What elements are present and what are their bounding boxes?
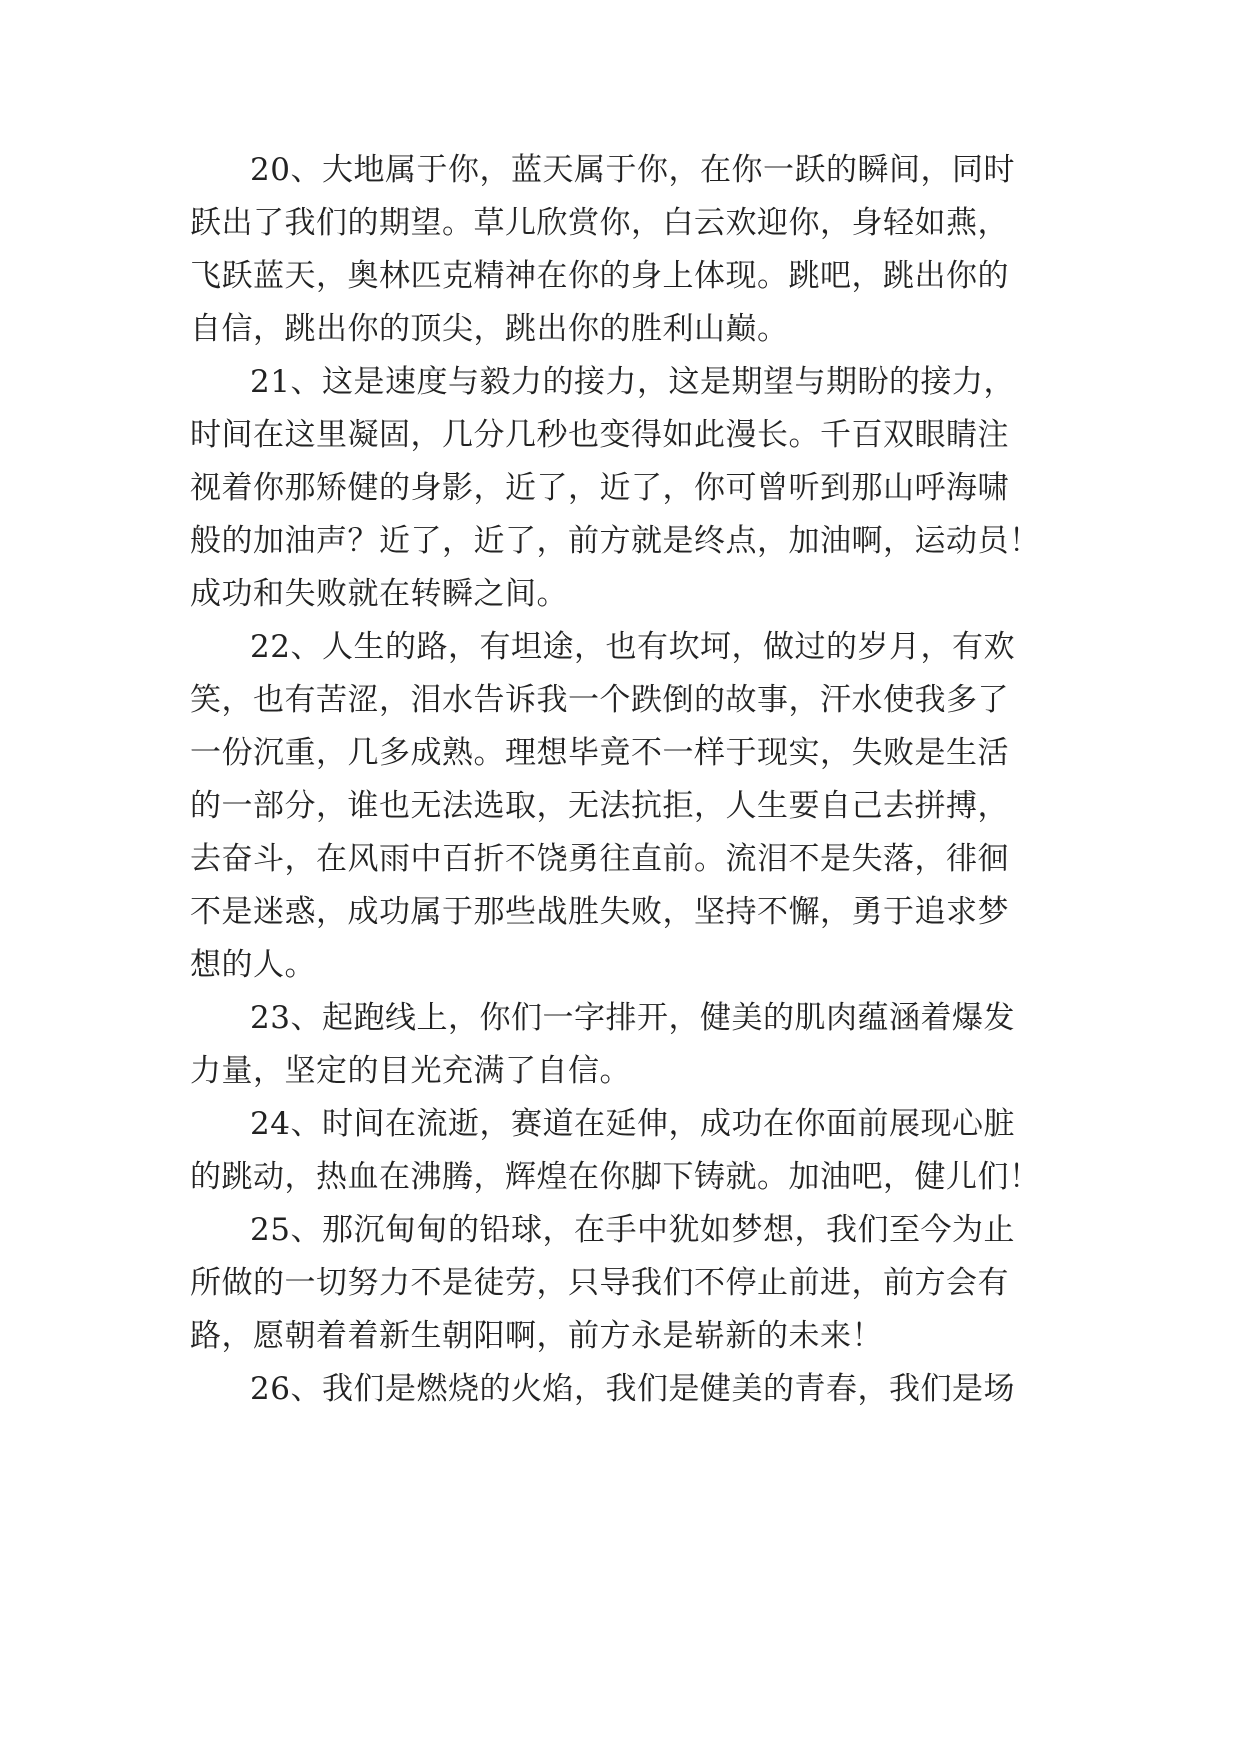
paragraph-22-line-1: 22、人生的路，有坦途，也有坎坷，做过的岁月，有欢 (250, 629, 1015, 665)
paragraph-20-line-2: 跃出了我们的期望。草儿欣赏你，白云欢迎你，身轻如燕， (190, 205, 1009, 241)
paragraph-21-line-4: 般的加油声？近了，近了，前方就是终点，加油啊，运动员！ (190, 523, 1041, 559)
paragraph-20-line-1: 20、大地属于你，蓝天属于你，在你一跃的瞬间，同时 (250, 152, 1015, 188)
paragraph-25-line-1: 25、那沉甸甸的铅球，在手中犹如梦想，我们至今为止 (250, 1212, 1015, 1248)
paragraph-22-line-7: 想的人。 (190, 947, 316, 983)
paragraph-22-line-4: 的一部分，谁也无法选取，无法抗拒，人生要自己去拼搏， (190, 788, 1009, 824)
paragraph-22-line-3: 一份沉重，几多成熟。理想毕竟不一样于现实，失败是生活 (190, 735, 1009, 771)
paragraph-22-line-6: 不是迷惑，成功属于那些战胜失败，坚持不懈，勇于追求梦 (190, 894, 1009, 930)
paragraph-21-line-2: 时间在这里凝固，几分几秒也变得如此漫长。千百双眼睛注 (190, 417, 1009, 453)
paragraph-21-line-3: 视着你那矫健的身影，近了，近了，你可曾听到那山呼海啸 (190, 470, 1009, 506)
paragraph-24-line-1: 24、时间在流逝，赛道在延伸，成功在你面前展现心脏 (250, 1106, 1015, 1142)
paragraph-22-line-5: 去奋斗，在风雨中百折不饶勇往直前。流泪不是失落，徘徊 (190, 841, 1009, 877)
paragraph-25-line-3: 路，愿朝着着新生朝阳啊，前方永是崭新的未来！ (190, 1318, 883, 1354)
paragraph-20-line-3: 飞跃蓝天，奥林匹克精神在你的身上体现。跳吧，跳出你的 (190, 258, 1009, 294)
paragraph-23-line-1: 23、起跑线上，你们一字排开，健美的肌肉蕴涵着爆发 (250, 1000, 1015, 1036)
paragraph-21-line-1: 21、这是速度与毅力的接力，这是期望与期盼的接力， (250, 364, 1015, 400)
paragraph-25-line-2: 所做的一切努力不是徒劳，只导我们不停止前进，前方会有 (190, 1265, 1009, 1301)
paragraph-24-line-2: 的跳动，热血在沸腾，辉煌在你脚下铸就。加油吧，健儿们！ (190, 1159, 1041, 1195)
paragraph-20-line-4: 自信，跳出你的顶尖，跳出你的胜利山巅。 (190, 311, 789, 347)
paragraph-22-line-2: 笑，也有苦涩，泪水告诉我一个跌倒的故事，汗水使我多了 (190, 682, 1009, 718)
paragraph-26-line-1: 26、我们是燃烧的火焰，我们是健美的青春，我们是场 (250, 1371, 1015, 1407)
paragraph-21-line-5: 成功和失败就在转瞬之间。 (190, 576, 568, 612)
paragraph-23-line-2: 力量，坚定的目光充满了自信。 (190, 1053, 631, 1089)
